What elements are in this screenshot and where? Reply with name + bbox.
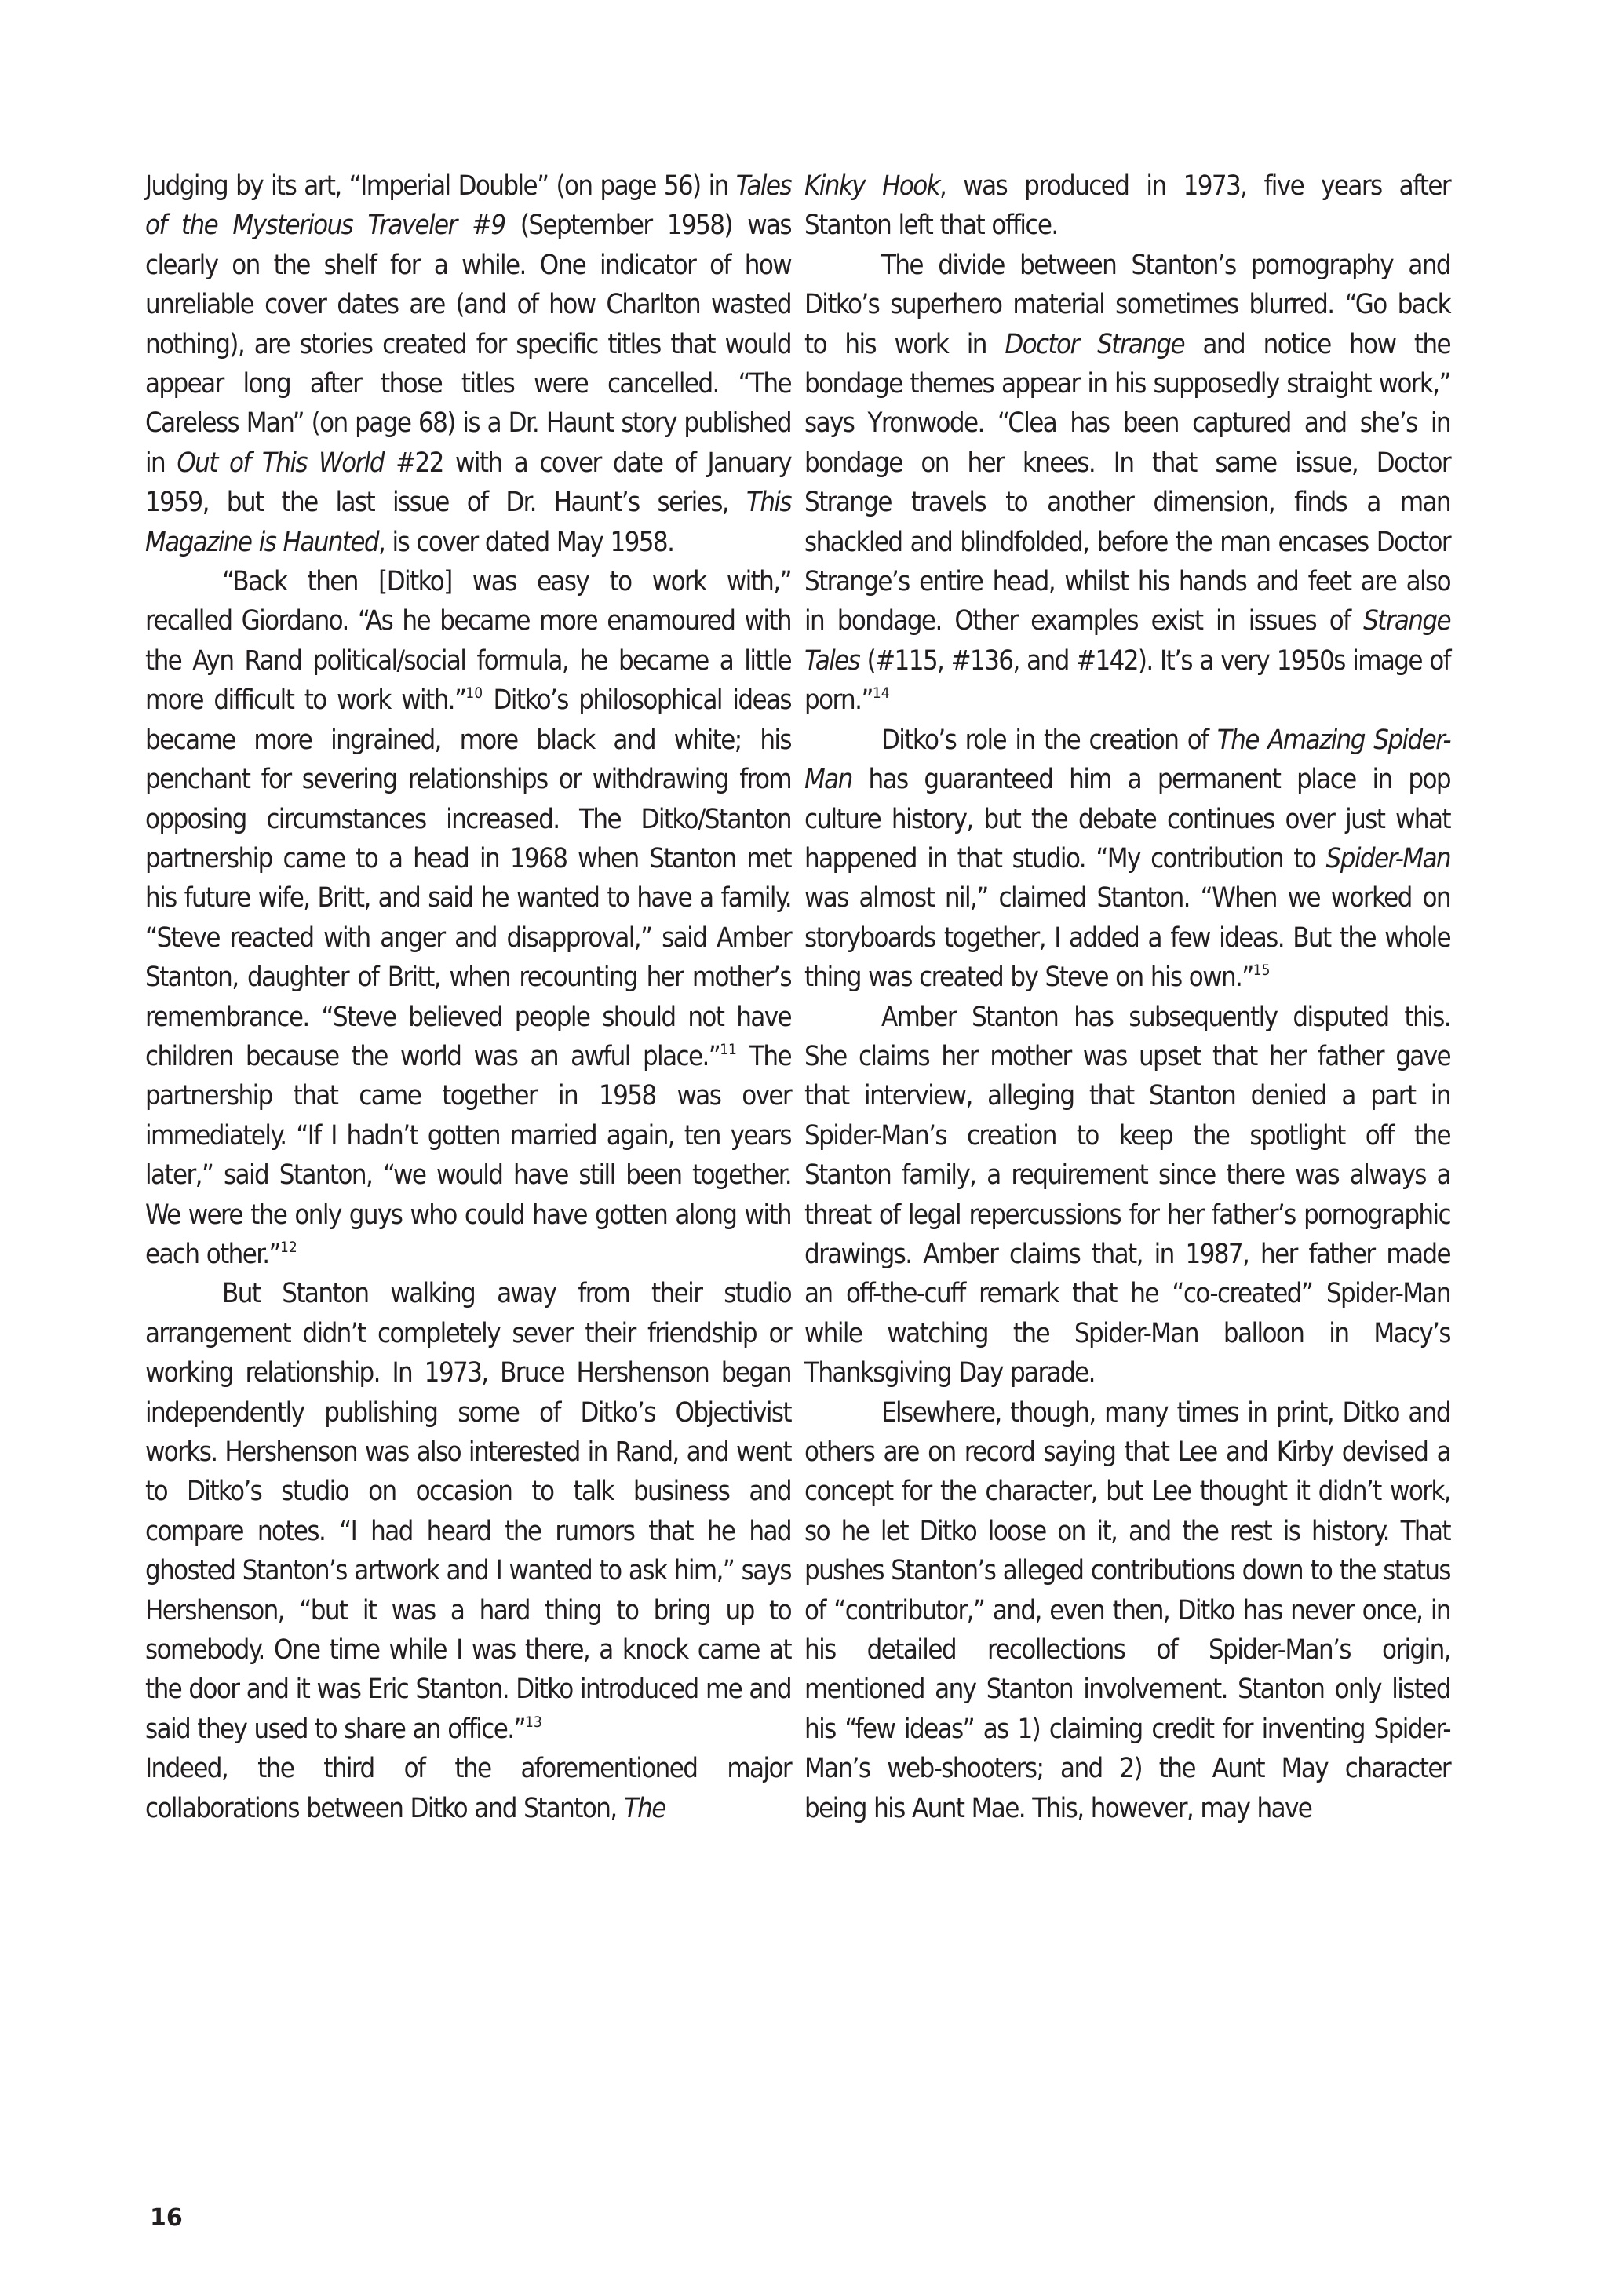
paragraph <box>804 998 1450 1393</box>
text-run: But Stanton walking away from their studio arrangement didn’t completely sever their friendship or working relationship. In 1973, Bruce Hershenson began independently publishing some of Ditko’s Objectivist works. Hershenson was also interested in Rand, and went to Ditko’s studio on occasion to talk business and compare notes. “I had heard the rumors that he had ghosted Stanton’s artwork and I wanted to ask him,” says Hershenson, “but it was a hard thing to bring up to somebody. One time while I was there, a knock came at the door and it was Eric Stanton. Ditko introduced me and said they used to share an office.” <box>145 1278 791 1745</box>
text-run: , was produced in 1973, five years after Stanton left that office. <box>804 170 1450 242</box>
paragraph <box>145 166 791 562</box>
text-run: and notice how the bondage themes appear in his supposedly straight work,” says Yronwode. “Clea has been captured and she’s in bondage on her knees. In that same issue, Doctor Strange travels to another dimension, finds a man shackled and blindfolded, before the man encases Doctor Strange’s entire head, whilst his hands and feet are also in bondage. Other examples exist in issues of <box>804 328 1450 637</box>
italic-title: Kinky Hook <box>804 170 939 202</box>
paragraph <box>804 1393 1450 1828</box>
footnote-ref: 11 <box>720 1040 737 1058</box>
text-run: “Back then [Ditko] was easy to work with,” recalled Giordano. “As he became more enamoured with the Ayn Rand political/social formula, he became a little more difficult to work with.” <box>145 566 791 717</box>
paragraph <box>804 166 1450 246</box>
text-run: Indeed, the third of the aforementioned major collaborations between Ditko and Stanton, <box>145 1753 791 1824</box>
italic-title: This Magazine is Haunted <box>145 487 791 558</box>
footnote-ref: 10 <box>465 684 483 703</box>
text-run: was almost nil,” claimed Stanton. “When we worked on storyboards together, I added a few ideas. But the whole thing was created by Steve on his own.” <box>804 882 1450 994</box>
paragraph <box>145 1274 791 1749</box>
italic-title: Spider-Man <box>1325 842 1450 874</box>
text-run: (September 1958) was clearly on the shelf for a while. One indicator of how unreliable cover dates are (and of how Charlton wasted nothing), are stories created for specific titles that would appear long after those titles were cancelled. “The Careless Man” (on page 68) is a Dr. Haunt story published in <box>145 210 791 479</box>
text-run: , is cover dated May 1958. <box>378 526 674 558</box>
text-run: The partnership that came together in 1958 was over immediately. “If I hadn’t gotten married again, ten years later,” said Stanton, “we would have still been together. We were the only guys who could have gotten along with each other.” <box>145 1040 791 1270</box>
text-run: Judging by its art, “Imperial Double” (on page 56) in <box>145 170 736 202</box>
right-column <box>804 166 1450 1828</box>
italic-title: The <box>623 1792 665 1824</box>
footnote-ref: 14 <box>872 684 890 703</box>
italic-title: Tales of the Mysterious Traveler #9 <box>145 170 791 242</box>
footnote-ref: 12 <box>279 1238 297 1256</box>
paragraph <box>804 246 1450 721</box>
paragraph <box>145 1749 791 1828</box>
text-run: Ditko’s philosophical ideas became more ingrained, more black and white; his penchant for severing relationships or withdrawing from opposing circumstances increased. The Ditko/Stanton partnership came to a head in 1968 when Stanton met his future wife, Britt, and said he wanted to have a family. “Steve reacted with anger and disapproval,” said Amber Stanton, daughter of Britt, when recounting her mother’s remembrance. “Steve believed people should not have children because the world was an awful place.” <box>145 684 791 1072</box>
paragraph <box>145 562 791 1274</box>
text-run: Amber Stanton has subsequently disputed this. She claims her mother was upset that her father gave that interview, alleging that Stanton denied a part in Spider-Man’s creation to keep the spotlight off the Stanton family, a requirement since there was always a threat of legal repercussions for her father’s pornographic drawings. Amber claims that, in 1987, her father made an off-the-cuff remark that he “co-created” Spider-Man while watching the Spider-Man balloon in Macy’s Thanksgiving Day parade. <box>804 1001 1450 1389</box>
italic-title: The Amazing Spider-Man <box>804 724 1451 796</box>
text-run: The divide between Stanton’s pornography and Ditko’s superhero material sometimes blurred. “Go back to his work in <box>804 249 1450 360</box>
text-run: Elsewhere, though, many times in print, Ditko and others are on record saying that Lee and Kirby devised a concept for the character, but Lee thought it didn’t work, so he let Ditko loose on it, and the rest is history. That pushes Stanton’s alleged contributions down to the status of “contributor,” and, even then, Ditko has never once, in his detailed recollections of Spider-Man’s origin, mentioned any Stanton involvement. Stanton only listed his “few ideas” as 1) claiming credit for inventing Spider-Man’s web-shooters; and 2) the Aunt May character being his Aunt Mae. This, however, may have <box>804 1396 1450 1824</box>
text-run: has guaranteed him a permanent place in pop culture history, but the debate continues over just what happened in that studio. “My contribution to <box>804 764 1450 874</box>
italic-title: Strange Tales <box>804 605 1450 677</box>
footnote-ref: 13 <box>524 1713 542 1731</box>
italic-title: Doctor Strange <box>1005 328 1185 360</box>
page-number: 16 <box>150 2204 183 2232</box>
footnote-ref: 15 <box>1253 961 1271 979</box>
text-run: Ditko’s role in the creation of <box>881 724 1217 756</box>
left-column <box>145 166 791 1828</box>
paragraph <box>804 721 1450 998</box>
text-run: #22 with a cover date of January 1959, but the last issue of Dr. Haunt’s series, <box>145 447 791 519</box>
text-run: (#115, #136, and #142). It’s a very 1950s image of porn.” <box>804 644 1450 717</box>
italic-title: Out of This World <box>177 447 384 479</box>
